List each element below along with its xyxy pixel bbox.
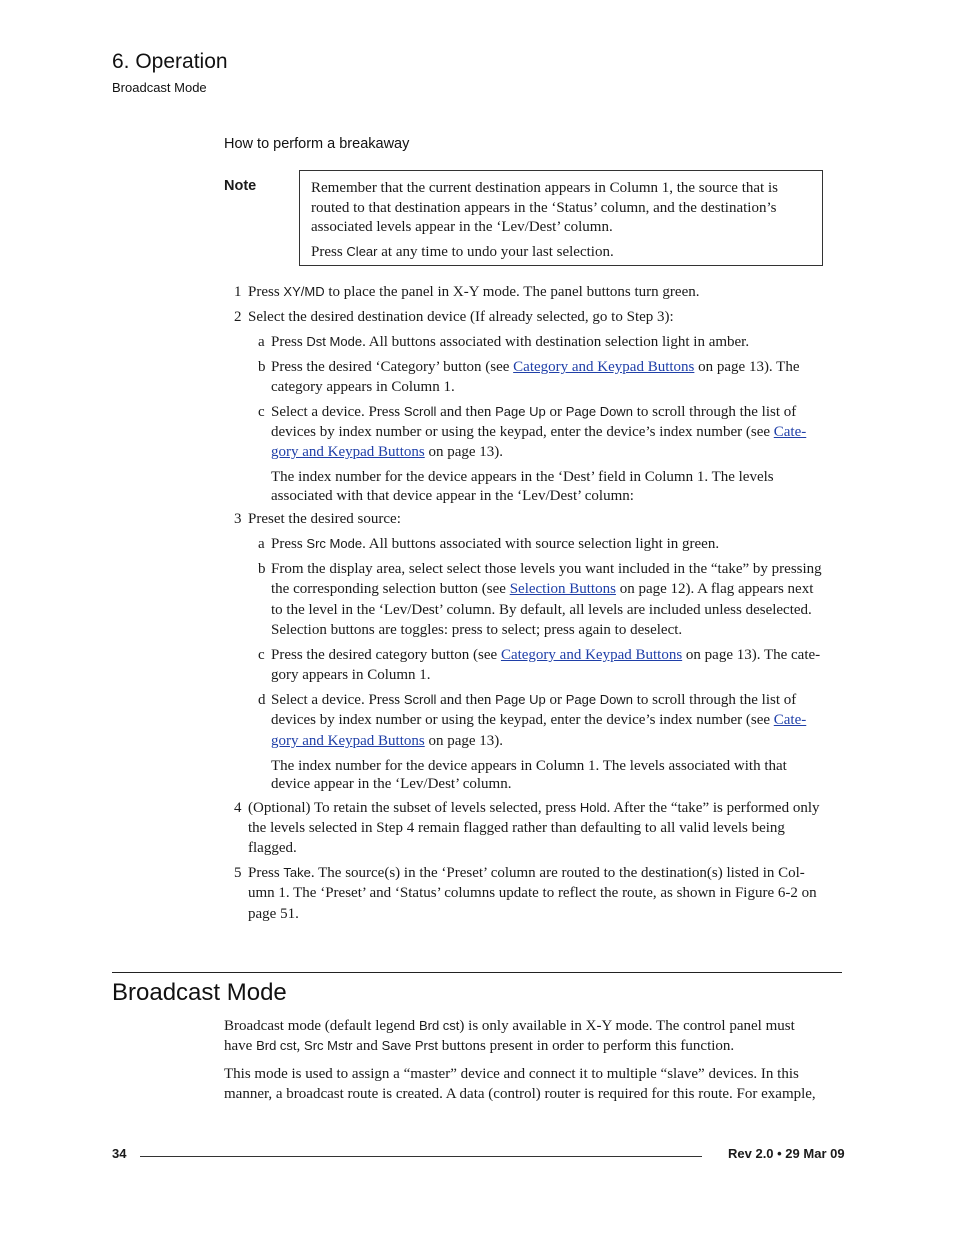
link-category-keypad[interactable]: Category and Keypad Buttons	[513, 359, 695, 375]
revision-label: Rev 2.0 • 29 Mar 09	[728, 1146, 845, 1161]
step-3c-num: c	[258, 647, 265, 663]
note-label: Note	[224, 178, 257, 194]
page-number: 34	[112, 1146, 127, 1161]
link-category-keypad[interactable]: gory and Keypad Buttons	[271, 733, 425, 749]
step-4-num: 4	[234, 800, 242, 816]
key-page-down: Page Down	[565, 404, 633, 419]
link-category-keypad[interactable]: Cate-	[773, 424, 807, 440]
step-3d-line2: devices by index number or using the keypad, enter the device’s index number (see Cate-	[271, 712, 807, 728]
step-2b-line1: Press the desired ‘Category’ button (see Category and Keypad Buttons on page 13). The	[271, 359, 800, 375]
step-4-line1: (Optional) To retain the subset of levels selected, press Hold. After the “take” is performed only	[248, 800, 820, 816]
key-page-up: Page Up	[495, 404, 546, 419]
step-2b-line2: category appears in Column 1.	[271, 379, 455, 395]
step-3b-line1: From the display area, select select those levels you want included in the “take” by pressing	[271, 561, 822, 577]
step-3d-line3: gory and Keypad Buttons on page 13).	[271, 733, 504, 749]
broadcast-p1-line2: have Brd cst, Src Mstr and Save Prst buttons present in order to perform this function.	[224, 1038, 735, 1054]
step-2c-line3: gory and Keypad Buttons on page 13).	[271, 444, 504, 460]
step-3-text: Preset the desired source:	[248, 511, 401, 527]
step-2c-line1: Select a device. Press Scroll and then Page Up or Page Down to scroll through the list of	[271, 404, 797, 420]
key-brd-cst: Brd cst	[256, 1038, 297, 1053]
step-5-line1: Press Take. The source(s) in the ‘Preset’ column are routed to the destination(s) listed in Col-	[248, 865, 805, 881]
step-5-num: 5	[234, 865, 242, 881]
footer-rule	[140, 1156, 702, 1157]
section-divider	[112, 972, 842, 973]
step-5-line2: umn 1. The ‘Preset’ and ‘Status’ columns update to reflect the route, as shown in Figure 6-2 on	[248, 885, 817, 901]
step-3b-line3: to the level in the ‘Lev/Dest’ column. By default, all levels are included unless deselected.	[271, 602, 812, 618]
step-3d-cont2: device appear in the ‘Lev/Dest’ column.	[271, 776, 512, 792]
step-2a-text: Press Dst Mode. All buttons associated with destination selection light in amber.	[271, 334, 750, 350]
step-2b-num: b	[258, 359, 266, 375]
step-2c-cont1: The index number for the device appears in the ‘Dest’ field in Column 1. The levels	[271, 469, 774, 485]
key-hold: Hold	[579, 800, 607, 815]
step-2-text: Select the desired destination device (If already selected, go to Step 3):	[248, 309, 674, 325]
section-title: Broadcast Mode	[112, 979, 287, 1006]
key-clear: Clear	[346, 243, 378, 259]
step-3d-num: d	[258, 692, 266, 708]
step-3d-cont1: The index number for the device appears in Column 1. The levels associated with that	[271, 758, 787, 774]
step-1-text: Press XY/MD to place the panel in X-Y mode. The panel buttons turn green.	[248, 284, 700, 300]
key-scroll: Scroll	[403, 404, 437, 419]
step-2a-num: a	[258, 334, 265, 350]
step-4-line3: flagged.	[248, 840, 297, 856]
key-src-mode: Src Mode	[306, 536, 363, 551]
broadcast-p2-line1: This mode is used to assign a “master” device and connect it to multiple “slave” devices. In this	[224, 1066, 799, 1082]
key-take: Take	[283, 865, 311, 880]
link-selection-buttons[interactable]: Selection Buttons	[509, 581, 616, 597]
note-text: Remember that the current destination appears in Column 1, the source that is routed to that destination appears in the ‘Status’ column, and the destination’s associated levels appear in the ‘Lev/Dest’ column.	[311, 180, 778, 235]
broadcast-p2-line2: manner, a broadcast route is created. A data (control) router is required for this route. For example,	[224, 1086, 816, 1102]
step-2c-cont2: associated with that device appear in the ‘Lev/Dest’ column:	[271, 488, 634, 504]
step-3c-line2: gory appears in Column 1.	[271, 667, 431, 683]
procedure-heading: How to perform a breakaway	[224, 136, 410, 152]
step-3b-line2: the corresponding selection button (see Selection Buttons on page 12). A flag appears next	[271, 581, 814, 597]
key-src-mstr: Src Mstr	[304, 1038, 353, 1053]
key-page-down: Page Down	[565, 692, 633, 707]
step-3b-line4: Selection buttons are toggles: press to select; press again to deselect.	[271, 622, 683, 638]
link-category-keypad[interactable]: Category and Keypad Buttons	[500, 647, 683, 663]
step-2c-num: c	[258, 404, 265, 420]
link-category-keypad[interactable]: gory and Keypad Buttons	[271, 444, 425, 460]
step-5-line3: page 51.	[248, 906, 299, 922]
step-3a-text: Press Src Mode. All buttons associated with source selection light in green.	[271, 536, 720, 552]
step-3c-line1: Press the desired category button (see Category and Keypad Buttons on page 13). The cate-	[271, 647, 821, 663]
step-3a-num: a	[258, 536, 265, 552]
step-3d-line1: Select a device. Press Scroll and then Page Up or Page Down to scroll through the list of	[271, 692, 797, 708]
note-text-clear: Press Clear at any time to undo your last selection.	[311, 243, 614, 260]
section-subtitle: Broadcast Mode	[112, 80, 207, 95]
chapter-title: 6. Operation	[112, 50, 228, 73]
step-4-line2: the levels selected in Step 4 remain flagged rather than defaulting to all valid levels being	[248, 820, 785, 836]
link-category-keypad[interactable]: Cate-	[773, 712, 807, 728]
key-scroll: Scroll	[403, 692, 437, 707]
key-save-prst: Save Prst	[381, 1038, 438, 1053]
step-3-num: 3	[234, 511, 242, 527]
key-dst-mode: Dst Mode	[306, 334, 363, 349]
key-brd-cst: Brd cst	[418, 1018, 460, 1033]
step-2c-line2: devices by index number or using the keypad, enter the device’s index number (see Cate-	[271, 424, 807, 440]
step-3b-num: b	[258, 561, 266, 577]
step-2-num: 2	[234, 309, 242, 325]
key-xymd: XY/MD	[283, 284, 325, 299]
key-page-up: Page Up	[495, 692, 546, 707]
broadcast-p1-line1: Broadcast mode (default legend Brd cst) is only available in X-Y mode. The control panel must	[224, 1018, 795, 1034]
step-1: 1	[234, 284, 242, 300]
note-box	[299, 170, 823, 266]
